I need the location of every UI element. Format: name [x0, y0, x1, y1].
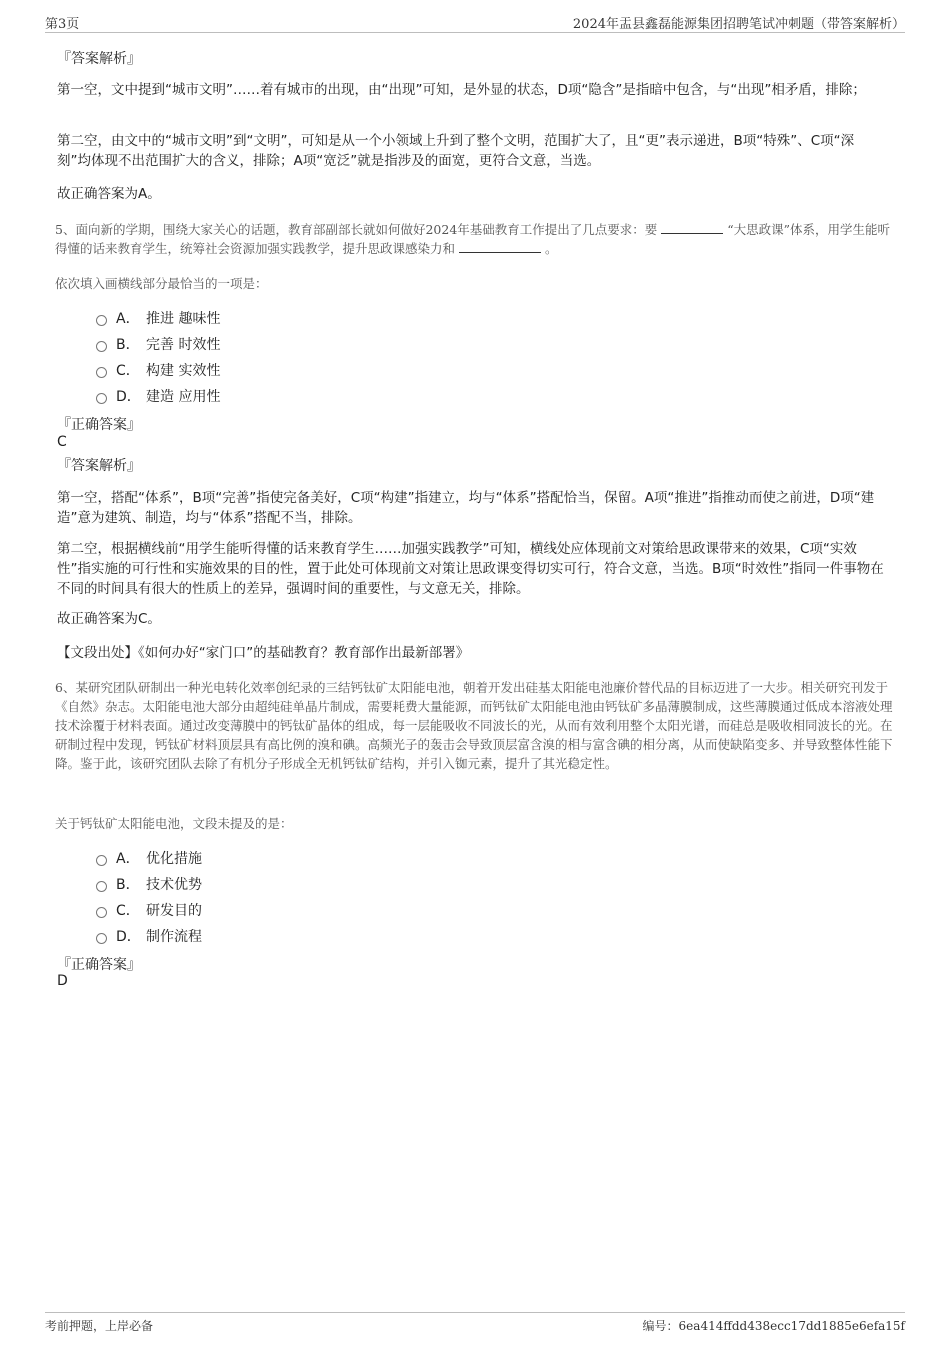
option-a[interactable]: A． 优化措施: [96, 845, 202, 871]
radio-button-icon[interactable]: [96, 907, 107, 918]
source-citation: 【文段出处】《如何办好“家门口”的基础教育？教育部作出最新部署》: [57, 645, 470, 661]
answer-blank: [459, 240, 541, 253]
footer-slogan: 考前押题，上岸必备: [45, 1319, 154, 1333]
option-a[interactable]: A． 推进 趣味性: [96, 305, 220, 331]
option-d[interactable]: D． 制作流程: [96, 923, 202, 949]
option-c[interactable]: C． 构建 实效性: [96, 357, 220, 383]
page-header: [45, 10, 905, 33]
page-footer: [45, 1312, 905, 1337]
analysis-paragraph: 第一空，文中提到“城市文明”……着有城市的出现，由“出现”可知，是外显的状态，D项“隐含”是指暗中包含，与“出现”相矛盾，排除；: [57, 82, 866, 98]
radio-button-icon[interactable]: [96, 393, 107, 404]
correct-answer: D: [57, 973, 68, 989]
answer-analysis-label: 『答案解析』: [57, 458, 141, 474]
option-b[interactable]: B． 技术优势: [96, 871, 202, 897]
radio-button-icon[interactable]: [96, 315, 107, 326]
question-6-prompt: 关于钙钛矿太阳能电池，文段未提及的是：: [55, 816, 293, 831]
analysis-paragraph: 第二空，由文中的“城市文明”到“文明”，可知是从一个小领域上升到了整个文明，范围扩大了，且“更”表示递进，B项“特殊”、C项“深刻”均体现不出范围扩大的含义，排除；A项“宽泛”就是指涉及的面宽，更符合文意，当选。: [57, 133, 855, 169]
option-b[interactable]: B． 完善 时效性: [96, 331, 220, 357]
analysis-conclusion: 故正确答案为C。: [57, 611, 161, 627]
question-5-stem: 5、面向新的学期，围绕大家关心的话题，教育部副部长就如何做好2024年基础教育工作提出了几点要求：要 “大思政课”体系，用学生能听得懂的话来教育学生，统筹社会资源加强实践教学，提升思政课感染力和 。: [55, 222, 891, 256]
answer-analysis-label: 『答案解析』: [57, 51, 141, 67]
correct-answer: C: [57, 434, 67, 450]
correct-answer-label: 『正确答案』: [57, 417, 141, 433]
document-title: 2024年盂县鑫磊能源集团招聘笔试冲刺题（带答案解析）: [572, 17, 905, 32]
radio-button-icon[interactable]: [96, 881, 107, 892]
analysis-conclusion: 故正确答案为A。: [57, 186, 161, 202]
page-number: 第3页: [45, 17, 80, 32]
question-5-prompt: 依次填入画横线部分最恰当的一项是：: [55, 276, 268, 291]
question-6-options: [96, 845, 202, 949]
answer-blank: [661, 221, 723, 234]
question-6-stem: 6、某研究团队研制出一种光电转化效率创纪录的三结钙钛矿太阳能电池，朝着开发出硅基太阳能电池廉价替代品的目标迈进了一大步。相关研究刊发于《自然》杂志。太阳能电池大部分由超纯硅单晶片制成，需要耗费大量能源，而钙钛矿太阳能电池由钙钛矿多晶薄膜制成，这些薄膜通过低成本溶液处理技术涂覆于材料表面。通过改变薄膜中的钙钛矿晶体的组成，每一层能吸收不同波长的光，从而有效利用整个太阳光谱，而硅总是吸收相同波长的光。在研制过程中发现，钙钛矿材料顶层具有高比例的溴和碘。高频光子的轰击会导致顶层富含溴的相与富含碘的相分离，从而使缺陷变多、并导致整体性能下降。鉴于此，该研究团队去除了有机分子形成全无机钙钛矿结构，并引入铷元素，提升了其光稳定性。: [55, 680, 893, 771]
analysis-paragraph: 第一空，搭配“体系”，B项“完善”指使完备美好，C项“构建”指建立，均与“体系”搭配恰当，保留。A项“推进”指推动而使之前进，D项“建造”意为建筑、制造，均与“体系”搭配不当，排除。: [57, 490, 875, 526]
radio-button-icon[interactable]: [96, 855, 107, 866]
radio-button-icon[interactable]: [96, 367, 107, 378]
question-5-options: [96, 305, 220, 409]
document-code: 编号：6ea414ffdd438ecc17dd1885e6efa15f: [642, 1319, 905, 1333]
analysis-paragraph: 第二空，根据横线前“用学生能听得懂的话来教育学生……加强实践教学”可知，横线处应体现前文对策给思政课带来的效果，C项“实效性”指实施的可行性和实施效果的目的性，置于此处可体现前文对策让思政课变得切实可行，符合文意，当选。B项“时效性”指同一件事物在不同的时间具有很大的性质上的差异，强调时间的重要性，与文意无关，排除。: [57, 541, 884, 597]
radio-button-icon[interactable]: [96, 341, 107, 352]
correct-answer-label: 『正确答案』: [57, 957, 141, 973]
option-c[interactable]: C． 研发目的: [96, 897, 202, 923]
radio-button-icon[interactable]: [96, 933, 107, 944]
option-d[interactable]: D． 建造 应用性: [96, 383, 220, 409]
